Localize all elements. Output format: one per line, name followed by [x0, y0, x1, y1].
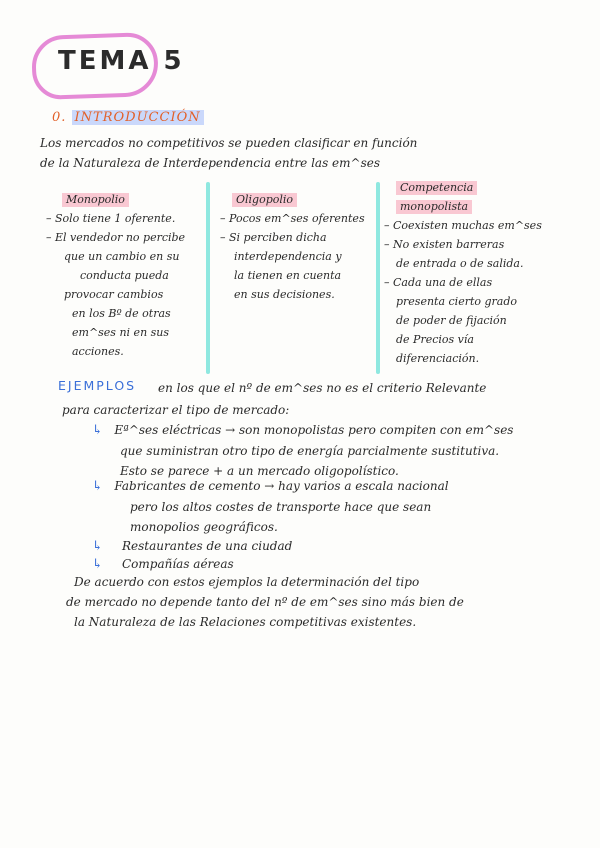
- column-title: monopolista: [396, 200, 472, 214]
- column-line: em^ses ni en sus: [72, 326, 170, 339]
- column-line: diferenciación.: [396, 352, 480, 365]
- column-line: – Si perciben dicha: [220, 231, 327, 244]
- column-line: de Precios vía: [396, 333, 474, 346]
- item-line: Compañías aéreas: [121, 557, 234, 571]
- conclusion-line: de mercado no depende tanto del nº de em^ses sino más bien de: [66, 595, 464, 609]
- section-heading: [52, 110, 204, 125]
- column-line: de entrada o de salida.: [396, 257, 524, 270]
- item-line: que suministran otro tipo de energía parcialmente sustitutiva.: [120, 444, 500, 458]
- column-line: en sus decisiones.: [234, 288, 335, 301]
- column-line: en los Bº de otras: [72, 307, 171, 320]
- ejemplo-item: [92, 476, 572, 537]
- column-line: de poder de fijación: [396, 314, 507, 327]
- column-divider: [206, 182, 210, 374]
- intro-line: Los mercados no competitivos se pueden clasificar en función: [40, 136, 418, 150]
- column-line: la tienen en cuenta: [234, 269, 342, 282]
- column-title: Competencia: [396, 181, 477, 195]
- column-line: interdependencia y: [234, 250, 342, 263]
- column-line: – Solo tiene 1 oferente.: [46, 212, 176, 225]
- conclusion-line: De acuerdo con estos ejemplos la determinación del tipo: [74, 575, 420, 589]
- item-line: monopolios geográficos.: [130, 520, 278, 534]
- ejemplos-heading: EJEMPLOS: [58, 378, 137, 393]
- section-title: INTRODUCCIÓN: [72, 110, 204, 125]
- column-title: Oligopolio: [232, 193, 297, 207]
- page-title: TEMA 5: [58, 46, 185, 76]
- column-line: – Pocos em^ses oferentes: [220, 212, 365, 225]
- column-line: presenta cierto grado: [396, 295, 518, 308]
- item-line: Restaurantes de una ciudad: [121, 539, 293, 553]
- column-oligopolio: [220, 190, 370, 304]
- section-number: 0.: [52, 110, 67, 125]
- column-monopolio: [46, 190, 206, 361]
- bullet-arrow-icon: ↳: [92, 423, 103, 438]
- column-line: conducta pueda: [80, 269, 169, 282]
- ejemplo-item: [92, 420, 572, 481]
- conclusion-paragraph: [66, 572, 574, 632]
- ejemplos-line: en los que el nº de em^ses no es el criterio Relevante: [158, 381, 487, 395]
- item-line: Eª^ses eléctricas → son monopolistas pero compiten con em^ses: [114, 423, 514, 437]
- column-competencia-monopolista: [384, 178, 564, 368]
- column-line: provocar cambios: [64, 288, 164, 301]
- ejemplos-line: para caracterizar el tipo de mercado:: [62, 403, 290, 417]
- bullet-arrow-icon: ↳: [92, 557, 103, 572]
- column-line: – El vendedor no percibe: [46, 231, 186, 244]
- conclusion-line: la Naturaleza de las Relaciones competitivas existentes.: [74, 615, 417, 629]
- intro-line: de la Naturaleza de Interdependencia entre las em^ses: [40, 156, 381, 170]
- column-line: – Coexisten muchas em^ses: [384, 219, 542, 232]
- column-line: – Cada una de ellas: [384, 276, 493, 289]
- column-title: Monopolio: [62, 193, 129, 207]
- bullet-arrow-icon: ↳: [92, 479, 103, 494]
- column-divider: [376, 182, 380, 374]
- bullet-arrow-icon: ↳: [92, 539, 103, 554]
- item-line: pero los altos costes de transporte hace que sean: [130, 500, 432, 514]
- column-line: acciones.: [72, 345, 124, 358]
- column-line: que un cambio en su: [64, 250, 180, 263]
- intro-paragraph: [40, 133, 560, 173]
- column-line: – No existen barreras: [384, 238, 505, 251]
- item-line: Fabricantes de cemento → hay varios a escala nacional: [114, 479, 449, 493]
- item-line: Esto se parece + a un mercado oligopolístico.: [120, 464, 399, 478]
